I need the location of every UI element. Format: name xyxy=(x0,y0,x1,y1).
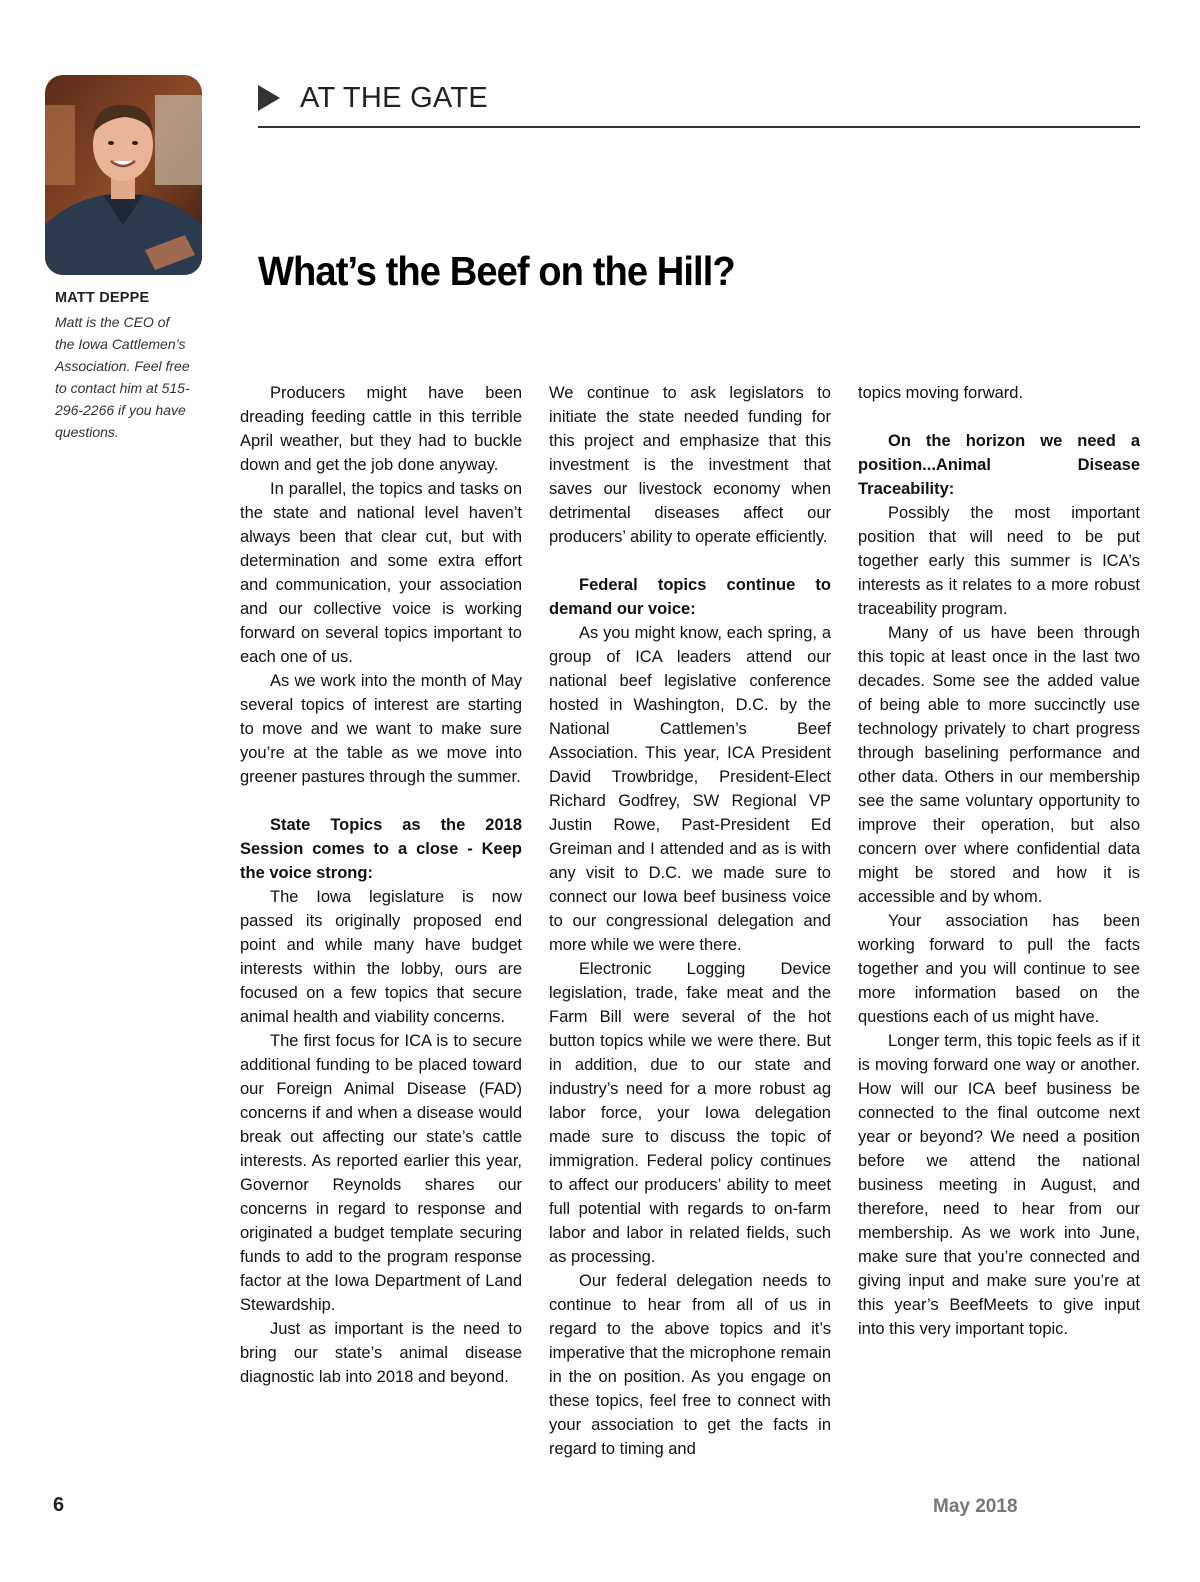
paragraph: Longer term, this topic feels as if it is moving forward one way or another. How will our ICA beef business be connected to the final outcome next year or beyond? We need a position before we attend the national business meeting in August, and therefore, need to hear from our membership. As we work into June, make sure that you’re connected and giving input and make sure you’re at this year’s BeefMeets to give input into this very important topic. xyxy=(858,1032,1140,1338)
author-photo xyxy=(45,75,202,275)
paragraph: Our federal delegation needs to continue to hear from all of us in regard to the above topics and it’s imperative that the microphone remain in the on position. As you engage on these topics, feel free to connect with your association to get the facts in regard to timing and xyxy=(549,1272,831,1458)
article-column-1 xyxy=(240,381,522,1389)
subheading: On the horizon we need a position...Animal Disease Traceability: xyxy=(858,432,1140,498)
section-header xyxy=(258,80,488,116)
article-column-3 xyxy=(858,381,1140,1341)
play-triangle-icon xyxy=(258,85,280,111)
author-name: MATT DEPPE xyxy=(55,290,150,306)
section-title: AT THE GATE xyxy=(300,81,489,114)
subheading: Federal topics continue to demand our voice: xyxy=(549,576,831,618)
article-headline: What’s the Beef on the Hill? xyxy=(258,248,735,294)
paragraph: Producers might have been dreading feeding cattle in this terrible April weather, but they had to buckle down and get the job done anyway. xyxy=(240,384,522,474)
paragraph: Your association has been working forward to pull the facts together and you will continue to see more information based on the questions each of us might have. xyxy=(858,912,1140,1026)
article-column-2 xyxy=(549,381,831,1461)
paragraph: We continue to ask legislators to initiate the state needed funding for this project and emphasize that this investment is the investment that saves our livestock economy when detrimental diseases affect our producers’ ability to operate efficiently. xyxy=(549,384,831,546)
paragraph: topics moving forward. xyxy=(858,384,1024,402)
paragraph: In parallel, the topics and tasks on the state and national level haven’t always been that clear cut, but with determination and some extra effort and communication, your association and our collective voice is working forward on several topics important to each one of us. xyxy=(240,480,522,666)
paragraph: As you might know, each spring, a group of ICA leaders attend our national beef legislative conference hosted in Washington, D.C. by the National Cattlemen’s Beef Association. This year, ICA President David Trowbridge, President-Elect Richard Godfrey, SW Regional VP Justin Rowe, Past-President Ed Greiman and I attended and as is with any visit to D.C. we made sure to connect our Iowa beef business voice to our congressional delegation and more while we were there. xyxy=(549,624,831,954)
paragraph: Many of us have been through this topic at least once in the last two decades. Some see the added value of being able to more succinctly use technology privately to chart progress through baselining performance and other data. Others in our membership see the same voluntary opportunity to improve their operation, but also concern over where confidential data might be stored and how it is accessible and by whom. xyxy=(858,624,1140,906)
paragraph: Just as important is the need to bring our state’s animal disease diagnostic lab into 2018 and beyond. xyxy=(240,1320,522,1386)
header-rule xyxy=(258,126,1140,128)
paragraph: Electronic Logging Device legislation, trade, fake meat and the Farm Bill were several of the hot button topics while we were there. But in addition, due to our state and industry’s need for a more robust ag labor force, your Iowa delegation made sure to discuss the topic of immigration. Federal policy continues to affect our producers’ ability to meet full potential with regards to on-farm labor and labor in related fields, such as processing. xyxy=(549,960,831,1266)
paragraph: As we work into the month of May several topics of interest are starting to move and we want to make sure you’re at the table as we move into greener pastures through the summer. xyxy=(240,672,522,786)
paragraph: The Iowa legislature is now passed its originally proposed end point and while many have budget interests within the lobby, ours are focused on a few topics that secure animal health and viability concerns. xyxy=(240,888,522,1026)
paragraph: The first focus for ICA is to secure additional funding to be placed toward our Foreign Animal Disease (FAD) concerns if and when a disease would break out affecting our state’s cattle interests. As reported earlier this year, Governor Reynolds shares our concerns in regard to response and originated a budget template securing funds to add to the program response factor at the Iowa Department of Land Stewardship. xyxy=(240,1032,522,1314)
subheading: State Topics as the 2018 Session comes to a close - Keep the voice strong: xyxy=(240,816,522,882)
paragraph: Possibly the most important position that will need to be put together early this summer is ICA’s interests as it relates to a more robust traceability program. xyxy=(858,504,1140,618)
page-number: 6 xyxy=(53,1494,65,1516)
issue-date: May 2018 xyxy=(933,1496,1018,1517)
author-bio: Matt is the CEO of the Iowa Cattlemen’s Association. Feel free to contact him at 515-296-2266 if you have questions. xyxy=(55,314,190,440)
